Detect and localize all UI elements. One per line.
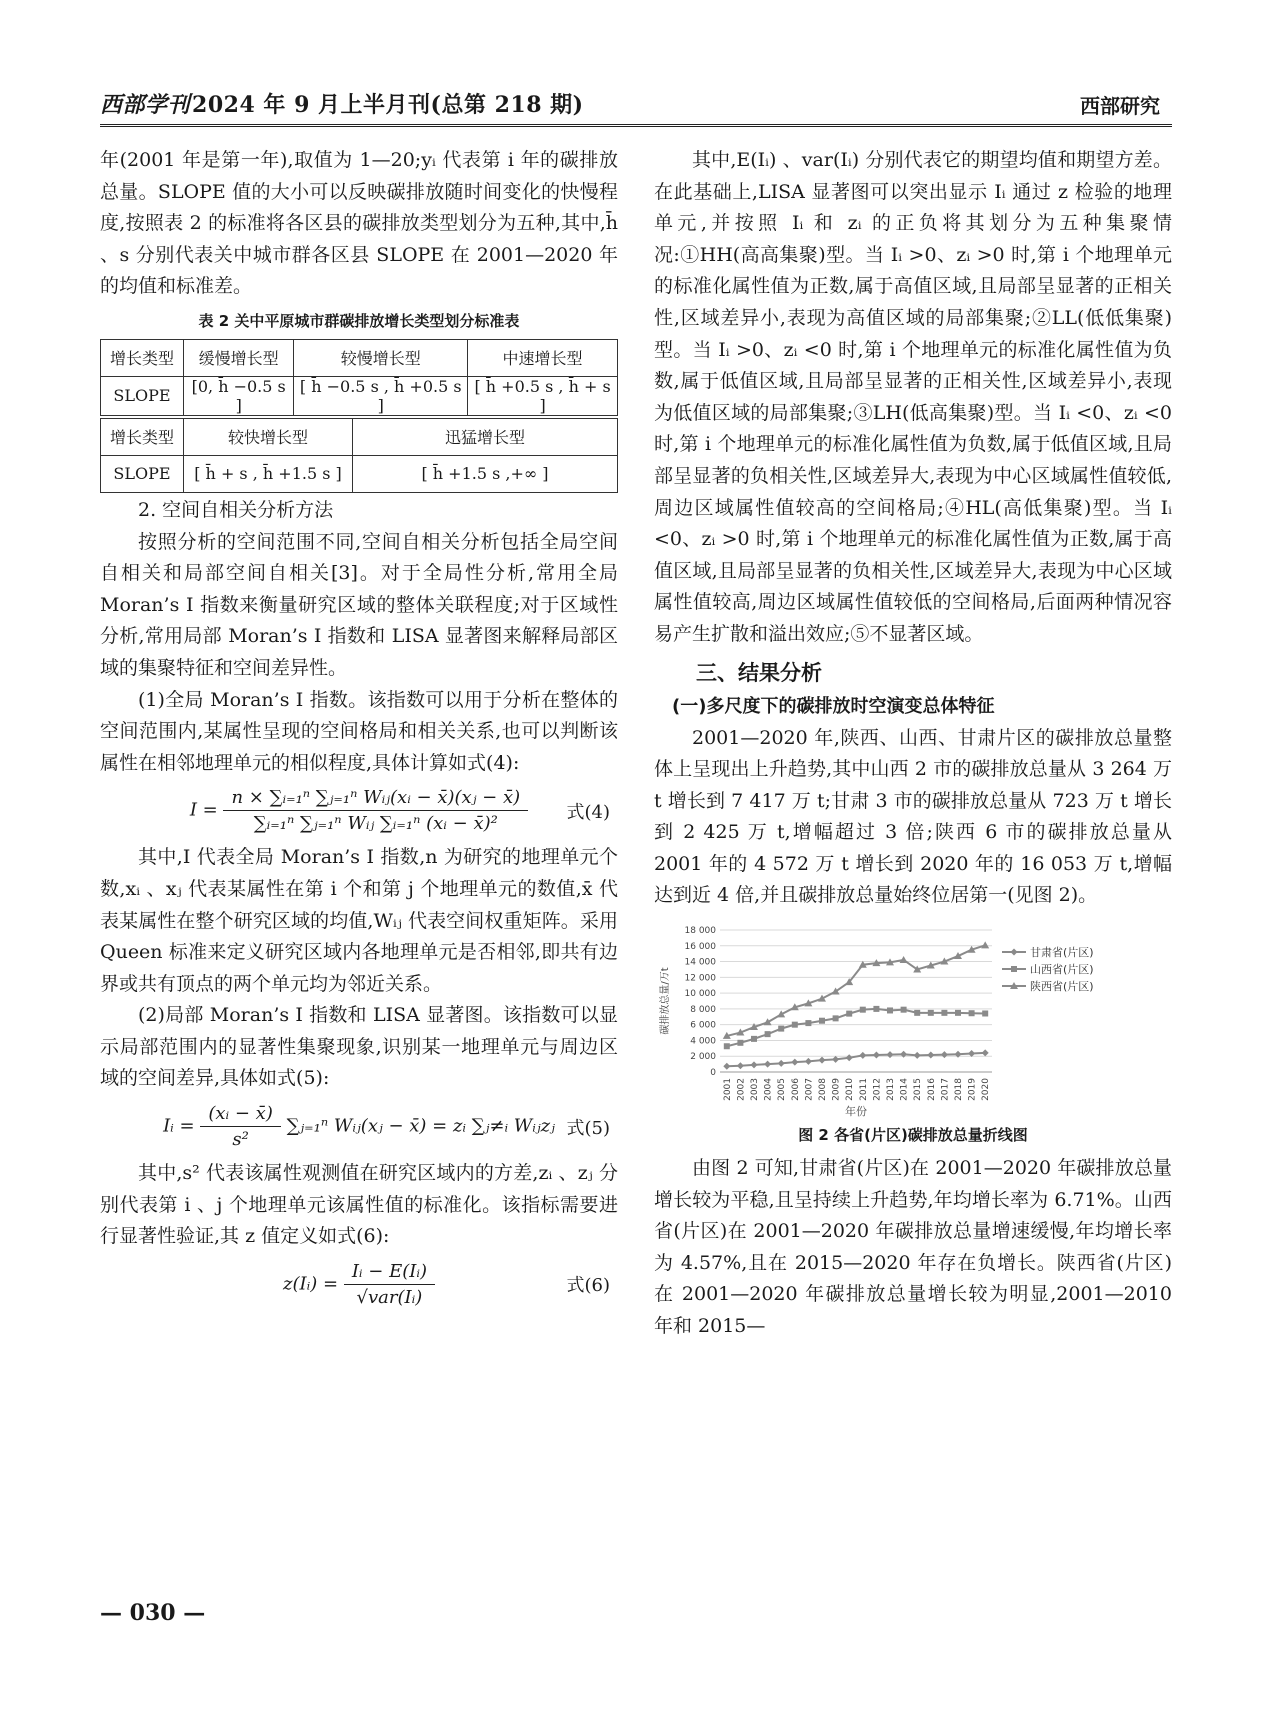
table-cell: 增长类型 (101, 339, 184, 376)
data-point (805, 1020, 811, 1026)
data-point (723, 1063, 730, 1070)
equation-number: 式(5) (566, 1117, 610, 1139)
paragraph: 2001—2020 年,陕西、山西、甘肃片区的碳排放总量整体上呈现出上升趋势,其中山西 2 市的碳排放总量从 3 264 万 t 增长到 7 417 万 t;甘肃 3 市的碳排放总量从 723 万 t 增长到 2 425 万 t,增幅超过 3 倍;陕西 6 市的碳排放总量从 2001 年的 4 572 万 t 增长到 2020 年的 16 053 万 t,增幅达到近 4 倍,并且碳排放总量始终位居第一(见图 2)。 (654, 726, 1172, 907)
figure-caption: 图 2 各省(片区)碳排放总量折线图 (798, 1126, 1028, 1145)
table-cell: 增长类型 (101, 418, 184, 455)
table-row (101, 376, 618, 415)
table-cell: [ h̄ + s , h̄ +1.5 s ] (184, 455, 353, 492)
x-tick-label: 2004 (763, 1078, 774, 1101)
paragraph: 年(2001 年是第一年),取值为 1—20;yᵢ 代表第 i 年的碳排放总量。SLOPE 值的大小可以反映碳排放随时间变化的快慢程度,按照表 2 的标准将各区县的碳排放类型划分为五种,其中,h̄ 、s 分别代表关中城市群各区县 SLOPE 在 2001—2020 年的均值和标准差。 (100, 149, 618, 298)
issue-info: 2024 年 9 月上半月刊(总第 218 期) (192, 92, 584, 118)
x-tick-label: 2020 (981, 1078, 992, 1101)
data-point (1011, 949, 1018, 956)
x-tick-label: 2011 (858, 1078, 869, 1101)
x-tick-label: 2008 (818, 1078, 828, 1101)
fraction (344, 1259, 435, 1310)
table-cell: 迅猛增长型 (353, 418, 618, 455)
table-caption: 表 2 关中平原城市群碳排放增长类型划分标准表 (198, 311, 520, 330)
x-tick-label: 2010 (845, 1078, 856, 1101)
y-tick-label: 12 000 (684, 973, 716, 984)
x-tick-label: 2013 (886, 1078, 896, 1101)
y-tick-label: 2 000 (690, 1052, 716, 1063)
paragraph: 其中,E(Iᵢ) 、var(Iᵢ) 分别代表它的期望均值和期望方差。在此基础上,LISA 显著图可以突出显示 Iᵢ 通过 z 检验的地理单元,并按照 Iᵢ 和 zᵢ 的正负将其划分为五种集聚情况:①HH(高高集聚)型。当 Iᵢ >0、zᵢ >0 时,第 i 个地理单元的标准化属性值为正数,属于高值区域,且局部呈显著的正相关性,区域差异小,表现为高值区域的局部集聚;②LL(低低集聚)型。当 Iᵢ >0、zᵢ <0 时,第 i 个地理单元的标准化属性值为负数,属于低值区域,且局部呈显著的正相关性,区域差异小,表现为低值区域的局部集聚;③LH(低高集聚)型。当 Iᵢ <0、zᵢ <0 时,第 i 个地理单元的标准化属性值为负数,属于低值区域,且局部呈显著的负相关性,区域差异大,表现为中心区域属性值较低,周边区域属性值较高的空间格局;④HL(高低集聚)型。当 Iᵢ <0、zᵢ >0 时,第 i 个地理单元的标准化属性值为正数,属于高值区域,且局部呈显著的负相关性,区域差异大,表现为中心区域属性值较高,周边区域属性值较低的空间格局,后面两种情况容易产生扩散和溢出效应;⑤不显著区域。 (654, 149, 1172, 645)
x-tick-label: 2016 (926, 1078, 937, 1101)
section-heading: 三、结果分析 (696, 660, 822, 685)
numerator: Iᵢ − E(Iᵢ) (344, 1259, 435, 1285)
data-point (805, 1058, 812, 1065)
table-cell: 中速增长型 (468, 339, 618, 376)
numerator: (xᵢ − x̄) (200, 1101, 281, 1127)
data-point (955, 1010, 961, 1016)
x-tick-label: 2012 (872, 1078, 883, 1101)
x-tick-label: 2002 (736, 1078, 747, 1101)
data-point (928, 1010, 934, 1016)
x-tick-label: 2007 (804, 1078, 815, 1101)
table-row (101, 418, 618, 455)
formula-lhs: z(Iᵢ) = (283, 1273, 339, 1295)
paragraph: (1)全局 Moran’s I 指数。该指数可以用于分析在整体的空间范围内,某属性呈现的空间格局和相关关系,也可以判断该属性在相邻地理单元的相似程度,具体计算如式(4): (100, 688, 618, 774)
header-rule (100, 124, 1172, 127)
data-point (832, 1056, 839, 1063)
y-tick-label: 4 000 (690, 1036, 716, 1047)
y-tick-label: 18 000 (684, 926, 716, 937)
data-point (846, 1054, 853, 1061)
data-point (941, 1010, 947, 1016)
data-point (873, 1052, 880, 1059)
x-tick-label: 2018 (954, 1078, 964, 1101)
table-cell: [ h̄ −0.5 s , h̄ +0.5 s ] (294, 376, 468, 415)
denominator: s² (232, 1129, 249, 1151)
x-tick-label: 2001 (722, 1078, 733, 1101)
data-point (778, 1060, 785, 1067)
table-cell: 缓慢增长型 (184, 339, 294, 376)
table-cell: 较慢增长型 (294, 339, 468, 376)
data-point (846, 1011, 852, 1017)
paragraph: 其中,I 代表全局 Moran’s I 指数,n 为研究的地理单元个数,xᵢ 、xⱼ 代表某属性在第 i 个和第 j 个地理单元的数值,x̄ 代表某属性在整个研究区域的均值,Wᵢⱼ 代表空间权重矩阵。采用 Queen 标准来定义研究区域内各地理单元是否相邻,即共有边界或共有顶点的两个单元均为邻近关系。 (100, 846, 618, 995)
x-axis-title: 年份 (845, 1105, 867, 1118)
left-column (100, 145, 618, 1316)
equation-number: 式(4) (566, 801, 610, 823)
data-point (765, 1031, 771, 1037)
data-point (969, 1010, 975, 1016)
subsection-title: 2. 空间自相关分析方法 (138, 498, 334, 521)
x-tick-label: 2006 (790, 1078, 801, 1101)
paragraph: (2)局部 Moran’s I 指数和 LISA 显著图。该指数可以显示局部范围内的显著性集聚现象,识别某一地理单元与周边区域的空间差异,具体如式(5): (100, 1004, 618, 1090)
x-tick-label: 2015 (913, 1078, 924, 1101)
table-cell: [0, h̄ −0.5 s ] (184, 376, 294, 415)
table-cell: SLOPE (101, 376, 184, 415)
x-tick-label: 2009 (831, 1078, 842, 1101)
y-tick-label: 16 000 (684, 941, 716, 952)
data-point (737, 1062, 744, 1069)
data-point (833, 1015, 839, 1021)
formula-lhs: I = (189, 799, 218, 821)
numerator: n × ∑ᵢ₌₁ⁿ ∑ⱼ₌₁ⁿ Wᵢⱼ(xᵢ − x̄)(xⱼ − x̄) (223, 785, 528, 811)
formula-rhs: ∑ⱼ₌₁ⁿ Wᵢⱼ(xⱼ − x̄) = zᵢ ∑ⱼ≠ᵢ Wᵢⱼzⱼ (286, 1115, 555, 1137)
paragraph: 按照分析的空间范围不同,空间自相关分析包括全局空间自相关和局部空间自相关[3]。对于全局性分析,常用全局 Moran’s I 指数来衡量研究区域的整体关联程度;对于区域性分析,常用局部 Moran’s I 指数和 LISA 显著图来解释局部区域的集聚特征和空间差异性。 (100, 530, 618, 679)
legend-label: 甘肃省(片区) (1030, 946, 1094, 960)
formula-5 (100, 1101, 618, 1152)
denominator: ∑ᵢ₌₁ⁿ ∑ⱼ₌₁ⁿ Wᵢⱼ ∑ᵢ₌₁ⁿ (xᵢ − x̄)² (253, 813, 498, 835)
y-tick-label: 14 000 (684, 957, 716, 968)
data-point (901, 1007, 907, 1013)
y-tick-label: 10 000 (684, 989, 716, 1000)
formula-lhs: Iᵢ = (163, 1115, 195, 1137)
data-point (914, 1052, 921, 1059)
formula-6 (100, 1259, 618, 1310)
y-tick-label: 6 000 (690, 1020, 716, 1031)
data-point (914, 1010, 920, 1016)
data-point (737, 1040, 743, 1046)
y-tick-label: 8 000 (690, 1004, 716, 1015)
data-point (860, 1007, 866, 1013)
y-tick-label: 0 (710, 1068, 716, 1079)
formula-4 (100, 785, 618, 836)
x-tick-label: 2014 (899, 1078, 910, 1101)
data-point (724, 1043, 730, 1049)
data-point (751, 1061, 758, 1068)
denominator: √var(Iᵢ) (356, 1286, 423, 1308)
data-point (859, 1052, 866, 1059)
data-point (982, 1011, 988, 1017)
legend-label: 陕西省(片区) (1030, 980, 1094, 994)
page-number: — 030 — (100, 1600, 206, 1626)
table-cell: [ h̄ +0.5 s , h̄ + s ] (468, 376, 618, 415)
data-point (873, 1006, 879, 1012)
data-point (819, 1018, 825, 1024)
data-point (1011, 966, 1017, 972)
data-point (791, 1059, 798, 1066)
figure-2-chart (654, 922, 1172, 1117)
journal-logo: 西部学刊 (100, 92, 191, 118)
legend-label: 山西省(片区) (1030, 963, 1094, 977)
paragraph: 其中,s² 代表该属性观测值在研究区域内的方差,zᵢ 、zⱼ 分别代表第 i 、j 个地理单元该属性值的标准化。该指标需要进行显著性验证,其 z 值定义如式(6): (100, 1162, 618, 1248)
data-point (887, 1008, 893, 1014)
data-point (751, 1036, 757, 1042)
data-point (927, 1052, 934, 1059)
data-point (982, 1049, 989, 1056)
data-point (981, 941, 989, 948)
table-cell: SLOPE (101, 455, 184, 492)
table-cell: [ h̄ +1.5 s ,+∞ ] (353, 455, 618, 492)
x-tick-label: 2019 (967, 1078, 978, 1101)
x-tick-label: 2003 (750, 1078, 760, 1101)
column-name: 西部研究 (1080, 94, 1160, 118)
data-point (819, 1057, 826, 1064)
paragraph: 由图 2 可知,甘肃省(片区)在 2001—2020 年碳排放总量增长较为平稳,且呈持续上升趋势,年均增长率为 6.71%。山西省(片区)在 2001—2020 年碳排放总量增速缓慢,年均增长率为 4.57%,且在 2015—2020 年存在负增长。陕西省(片区)在 2001—2020 年碳排放总量增长较为明显,2001—2010 年和 2015— (654, 1157, 1172, 1338)
data-point (778, 1026, 784, 1032)
standard-table-2 (100, 418, 618, 493)
table-row (101, 339, 618, 376)
data-point (887, 1051, 894, 1058)
running-header (100, 88, 584, 119)
data-point (792, 1022, 798, 1028)
standard-table (100, 339, 618, 416)
y-axis-title: 碳排放总量/万t (660, 967, 671, 1035)
x-tick-label: 2017 (940, 1078, 951, 1101)
line-chart (654, 922, 1172, 1117)
data-point (764, 1061, 771, 1068)
fraction (200, 1101, 281, 1152)
table-cell: 较快增长型 (184, 418, 353, 455)
subsection-heading: (一)多尺度下的碳排放时空演变总体特征 (672, 695, 995, 717)
equation-number: 式(6) (566, 1275, 610, 1297)
right-column (654, 145, 1172, 1343)
fraction (223, 785, 528, 836)
data-point (941, 1051, 948, 1058)
table-row (101, 455, 618, 492)
x-tick-label: 2005 (777, 1078, 788, 1101)
